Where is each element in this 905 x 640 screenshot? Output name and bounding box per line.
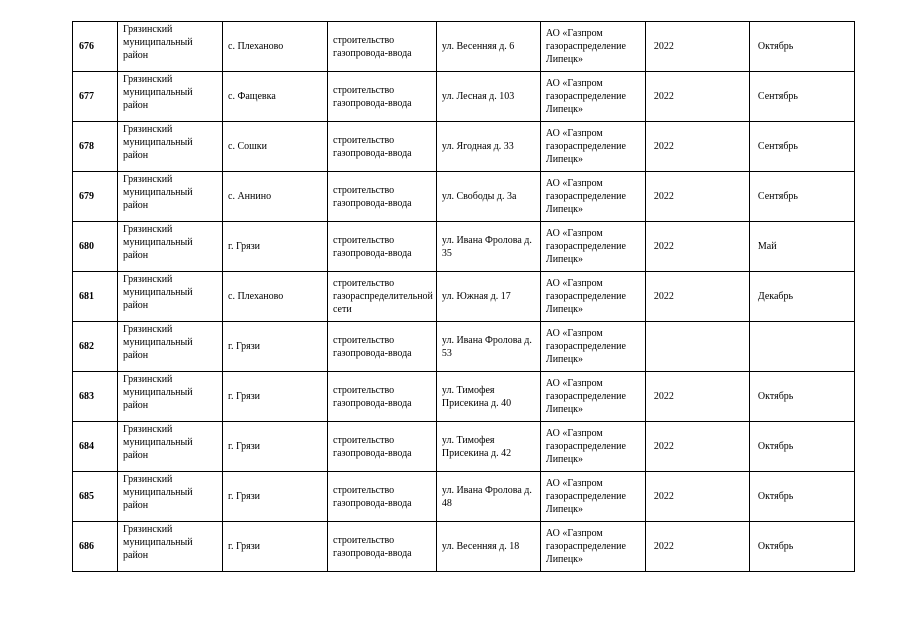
settlement-cell: г. Грязи bbox=[223, 372, 328, 422]
district-cell: Грязинский муниципальный район bbox=[118, 172, 223, 222]
district-cell: Грязинский муниципальный район bbox=[118, 322, 223, 372]
settlement-cell: с. Аннино bbox=[223, 172, 328, 222]
district-cell: Грязинский муниципальный район bbox=[118, 22, 223, 72]
settlement-cell: г. Грязи bbox=[223, 222, 328, 272]
row-number: 676 bbox=[73, 22, 118, 72]
organization-cell: АО «Газпром газораспределение Липецк» bbox=[540, 122, 645, 172]
address-cell: ул. Весенняя д. 6 bbox=[436, 22, 540, 72]
table-row bbox=[73, 472, 855, 522]
district-cell: Грязинский муниципальный район bbox=[118, 372, 223, 422]
work-type-cell: строительство газораспределительной сети bbox=[328, 272, 437, 322]
month-cell: Декабрь bbox=[749, 272, 854, 322]
table-row bbox=[73, 322, 855, 372]
row-number: 680 bbox=[73, 222, 118, 272]
settlement-cell: г. Грязи bbox=[223, 322, 328, 372]
table-row bbox=[73, 172, 855, 222]
district-cell: Грязинский муниципальный район bbox=[118, 122, 223, 172]
organization-cell: АО «Газпром газораспределение Липецк» bbox=[540, 372, 645, 422]
address-cell: ул. Ивана Фролова д. 53 bbox=[436, 322, 540, 372]
year-cell: 2022 bbox=[645, 122, 749, 172]
work-type-cell: строительство газопровода-ввода bbox=[328, 72, 437, 122]
organization-cell: АО «Газпром газораспределение Липецк» bbox=[540, 172, 645, 222]
organization-cell: АО «Газпром газораспределение Липецк» bbox=[540, 222, 645, 272]
month-cell: Октябрь bbox=[749, 22, 854, 72]
month-cell: Октябрь bbox=[749, 522, 854, 572]
table-body bbox=[73, 22, 855, 572]
year-cell: 2022 bbox=[645, 222, 749, 272]
year-cell: 2022 bbox=[645, 372, 749, 422]
address-cell: ул. Тимофея Присекина д. 42 bbox=[436, 422, 540, 472]
year-cell: 2022 bbox=[645, 522, 749, 572]
address-cell: ул. Ивана Фролова д. 48 bbox=[436, 472, 540, 522]
table-row bbox=[73, 22, 855, 72]
table-row bbox=[73, 72, 855, 122]
year-cell: 2022 bbox=[645, 472, 749, 522]
month-cell: Сентябрь bbox=[749, 72, 854, 122]
address-cell: ул. Южная д. 17 bbox=[436, 272, 540, 322]
organization-cell: АО «Газпром газораспределение Липецк» bbox=[540, 22, 645, 72]
settlement-cell: г. Грязи bbox=[223, 422, 328, 472]
row-number: 686 bbox=[73, 522, 118, 572]
organization-cell: АО «Газпром газораспределение Липецк» bbox=[540, 272, 645, 322]
district-cell: Грязинский муниципальный район bbox=[118, 472, 223, 522]
year-cell: 2022 bbox=[645, 422, 749, 472]
month-cell: Октябрь bbox=[749, 472, 854, 522]
table-row bbox=[73, 122, 855, 172]
row-number: 681 bbox=[73, 272, 118, 322]
settlement-cell: с. Плеханово bbox=[223, 272, 328, 322]
organization-cell: АО «Газпром газораспределение Липецк» bbox=[540, 522, 645, 572]
work-type-cell: строительство газопровода-ввода bbox=[328, 372, 437, 422]
organization-cell: АО «Газпром газораспределение Липецк» bbox=[540, 472, 645, 522]
row-number: 682 bbox=[73, 322, 118, 372]
district-cell: Грязинский муниципальный район bbox=[118, 222, 223, 272]
month-cell: Май bbox=[749, 222, 854, 272]
work-type-cell: строительство газопровода-ввода bbox=[328, 122, 437, 172]
month-cell: Октябрь bbox=[749, 422, 854, 472]
settlement-cell: г. Грязи bbox=[223, 472, 328, 522]
district-cell: Грязинский муниципальный район bbox=[118, 72, 223, 122]
district-cell: Грязинский муниципальный район bbox=[118, 272, 223, 322]
row-number: 684 bbox=[73, 422, 118, 472]
settlement-cell: с. Сошки bbox=[223, 122, 328, 172]
month-cell: Октябрь bbox=[749, 372, 854, 422]
district-cell: Грязинский муниципальный район bbox=[118, 422, 223, 472]
organization-cell: АО «Газпром газораспределение Липецк» bbox=[540, 422, 645, 472]
work-type-cell: строительство газопровода-ввода bbox=[328, 422, 437, 472]
work-type-cell: строительство газопровода-ввода bbox=[328, 222, 437, 272]
work-type-cell: строительство газопровода-ввода bbox=[328, 322, 437, 372]
work-type-cell: строительство газопровода-ввода bbox=[328, 22, 437, 72]
row-number: 683 bbox=[73, 372, 118, 422]
month-cell: Сентябрь bbox=[749, 172, 854, 222]
month-cell bbox=[749, 322, 854, 372]
settlement-cell: с. Фащевка bbox=[223, 72, 328, 122]
organization-cell: АО «Газпром газораспределение Липецк» bbox=[540, 322, 645, 372]
settlement-cell: с. Плеханово bbox=[223, 22, 328, 72]
table-row bbox=[73, 522, 855, 572]
table-row bbox=[73, 272, 855, 322]
organization-cell: АО «Газпром газораспределение Липецк» bbox=[540, 72, 645, 122]
row-number: 678 bbox=[73, 122, 118, 172]
work-type-cell: строительство газопровода-ввода bbox=[328, 172, 437, 222]
address-cell: ул. Свободы д. 3а bbox=[436, 172, 540, 222]
table-row bbox=[73, 222, 855, 272]
table-row bbox=[73, 422, 855, 472]
year-cell: 2022 bbox=[645, 172, 749, 222]
address-cell: ул. Ивана Фролова д. 35 bbox=[436, 222, 540, 272]
year-cell: 2022 bbox=[645, 22, 749, 72]
district-cell: Грязинский муниципальный район bbox=[118, 522, 223, 572]
address-cell: ул. Весенняя д. 18 bbox=[436, 522, 540, 572]
row-number: 685 bbox=[73, 472, 118, 522]
year-cell bbox=[645, 322, 749, 372]
gas-pipeline-table bbox=[72, 21, 855, 572]
month-cell: Сентябрь bbox=[749, 122, 854, 172]
work-type-cell: строительство газопровода-ввода bbox=[328, 472, 437, 522]
row-number: 679 bbox=[73, 172, 118, 222]
year-cell: 2022 bbox=[645, 272, 749, 322]
row-number: 677 bbox=[73, 72, 118, 122]
settlement-cell: г. Грязи bbox=[223, 522, 328, 572]
address-cell: ул. Тимофея Присекина д. 40 bbox=[436, 372, 540, 422]
table-row bbox=[73, 372, 855, 422]
address-cell: ул. Ягодная д. 33 bbox=[436, 122, 540, 172]
work-type-cell: строительство газопровода-ввода bbox=[328, 522, 437, 572]
address-cell: ул. Лесная д. 103 bbox=[436, 72, 540, 122]
year-cell: 2022 bbox=[645, 72, 749, 122]
